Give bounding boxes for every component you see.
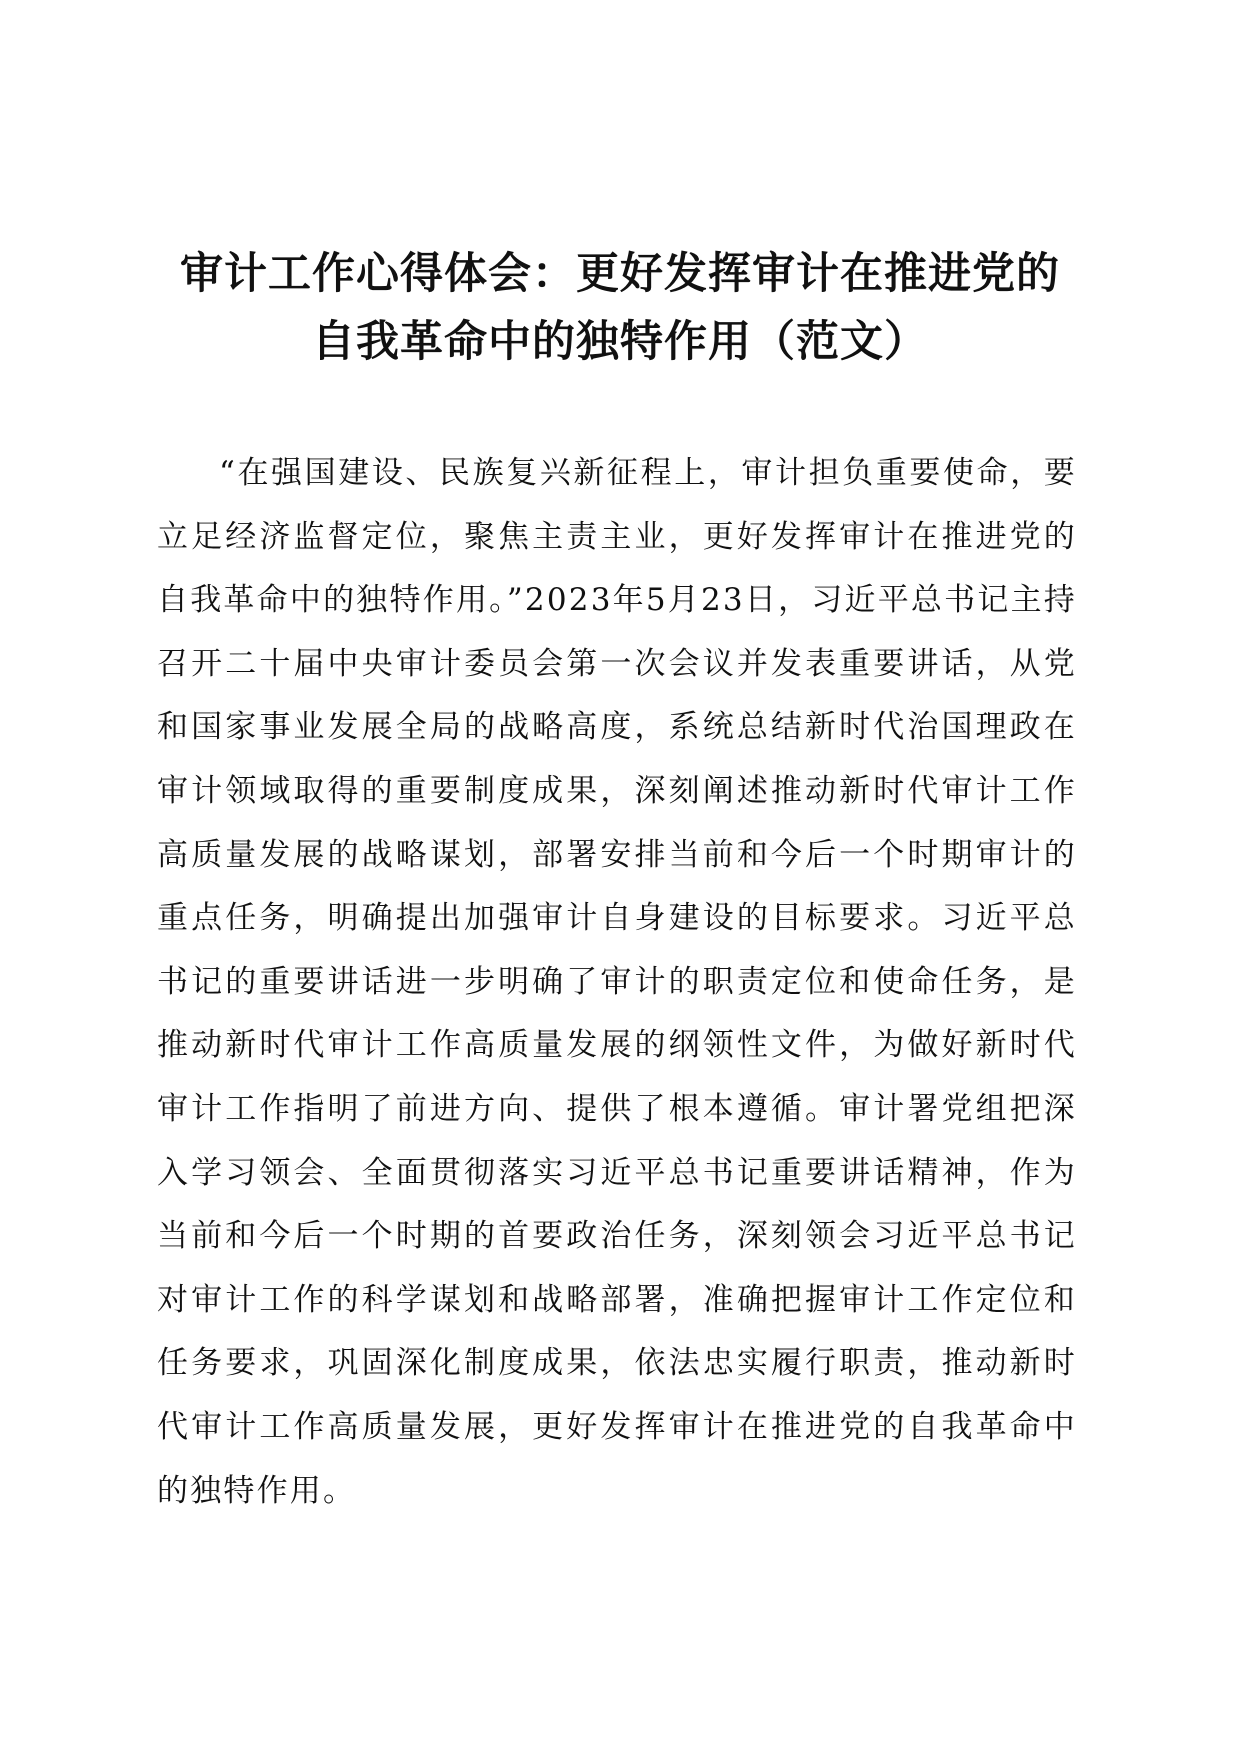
body-paragraph: “在强国建设、民族复兴新征程上，审计担负重要使命，要立足经济监督定位，聚焦主责主业，更好发挥审计在推进党的自我革命中的独特作用。”2023年5月23日，习近平总书记主持召开二十届中央审计委员会第一次会议并发表重要讲话，从党和国家事业发展全局的战略高度，系统总结新时代治国理政在审计领域取得的重要制度成果，深刻阐述推动新时代审计工作高质量发展的战略谋划，部署安排当前和今后一个时期审计的重点任务，明确提出加强审计自身建设的目标要求。习近平总书记的重要讲话进一步明确了审计的职责定位和使命任务，是推动新时代审计工作高质量发展的纲领性文件，为做好新时代审计工作指明了前进方向、提供了根本遵循。审计署党组把深入学习领会、全面贯彻落实习近平总书记重要讲话精神，作为当前和今后一个时期的首要政治任务，深刻领会习近平总书记对审计工作的科学谋划和战略部署，准确把握审计工作定位和任务要求，巩固深化制度成果，依法忠实履行职责，推动新时代审计工作高质量发展，更好发挥审计在推进党的自我革命中的独特作用。 [157,455,1077,1509]
title-line-1: 审计工作心得体会：更好发挥审计在推进党的 [180,249,1060,299]
title-line-2: 自我革命中的独特作用（范文） [312,317,928,367]
document-title [120,240,1120,376]
